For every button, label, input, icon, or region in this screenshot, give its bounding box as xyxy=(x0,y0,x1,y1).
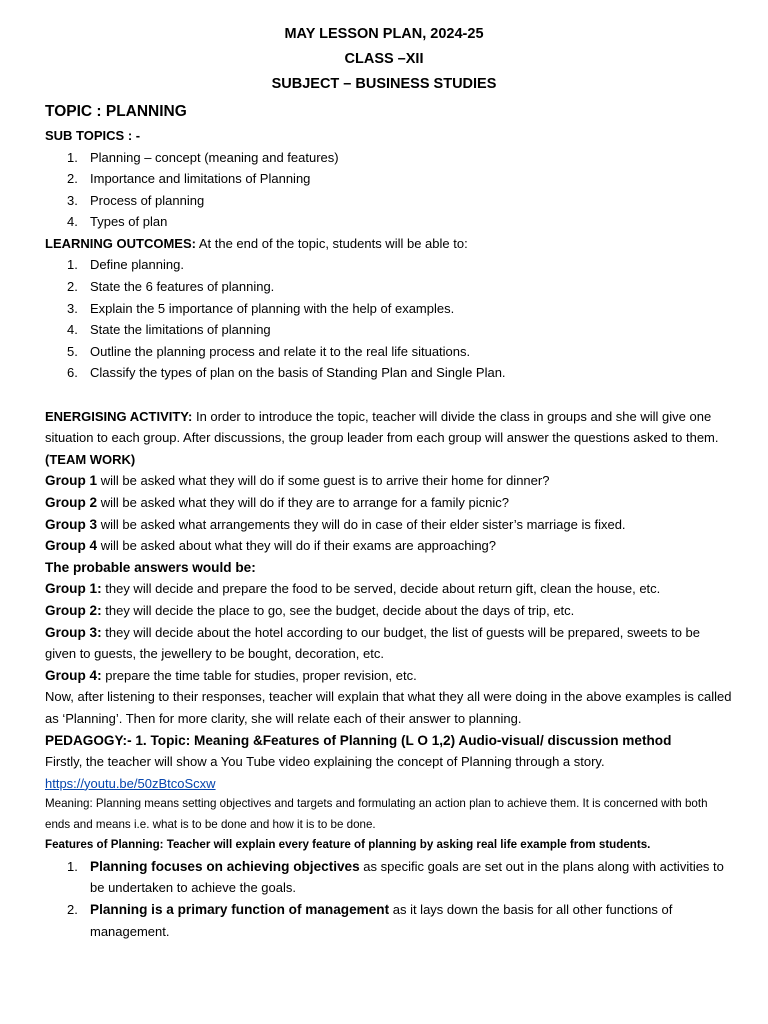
group-question xyxy=(45,535,732,557)
group-question xyxy=(45,470,732,492)
learning-outcomes-list xyxy=(45,254,732,384)
group-answer-text: they will decide the place to go, see the budget, decide about the days of trip, etc. xyxy=(101,602,575,618)
title-class: CLASS –XII xyxy=(344,51,424,67)
group-answer xyxy=(45,622,732,665)
group-answer-text: they will decide and prepare the food to be served, decide about return gift, clean the house, etc. xyxy=(101,581,661,597)
team-work-tag: (TEAM WORK) xyxy=(45,451,136,467)
group-answer xyxy=(45,578,732,600)
features-label: Features of Planning: Teacher will explain every feature of planning by asking real life example from students. xyxy=(45,838,651,852)
list-item: 4. Types of plan xyxy=(67,214,168,230)
list-item: 3. Explain the 5 importance of planning with the help of examples. xyxy=(67,300,455,316)
list-item-text: Planning – concept (meaning and features) xyxy=(90,149,339,165)
list-item-text: Importance and limitations of Planning xyxy=(90,171,311,187)
list-item: 3. Process of planning xyxy=(67,192,205,208)
group-question xyxy=(45,514,732,536)
group-label: Group 3: xyxy=(45,624,102,640)
subtopics-list xyxy=(45,147,732,233)
probable-answers-label: The probable answers would be: xyxy=(45,559,256,575)
feature-text: as it lays down the basis for all other functions of management. xyxy=(90,902,673,939)
list-item: 2. State the 6 features of planning. xyxy=(67,279,275,295)
list-item-text: Process of planning xyxy=(90,192,205,208)
video-link[interactable]: https://youtu.be/50zBtcoScxw xyxy=(45,775,216,791)
group-text: will be asked what they will do if some guest is to arrive their home for dinner? xyxy=(97,473,550,489)
document-body xyxy=(0,98,768,942)
video-link-line xyxy=(45,773,732,795)
group-label: Group 4 xyxy=(45,538,98,554)
list-item: 1. Planning – concept (meaning and features) xyxy=(67,149,339,165)
list-item: 5. Outline the planning process and relate it to the real life situations. xyxy=(67,343,471,359)
video-description: Firstly, the teacher will show a You Tube video explaining the concept of Planning through a story. xyxy=(45,754,605,770)
subtopics-label: SUB TOPICS : - xyxy=(45,128,141,143)
list-item: 1. Define planning. xyxy=(67,257,184,273)
group-text: will be asked about what they will do if their exams are approaching? xyxy=(97,538,497,554)
feature-title: Planning focuses on achieving objectives xyxy=(90,858,360,874)
list-item-text: Explain the 5 importance of planning with the help of examples. xyxy=(90,300,455,316)
learning-outcomes-text: At the end of the topic, students will be able to: xyxy=(195,235,468,251)
title-subject: SUBJECT – BUSINESS STUDIES xyxy=(271,76,497,92)
list-item-text: Outline the planning process and relate it to the real life situations. xyxy=(90,343,471,359)
list-item: 6. Classify the types of plan on the basis of Standing Plan and Single Plan. xyxy=(67,365,506,381)
features-list xyxy=(45,856,732,942)
list-item: 4. State the limitations of planning xyxy=(67,322,271,338)
group-answer-text: they will decide about the hotel according to our budget, the list of guests will be prepared, sweets to be given to guests, the jewellery to be bought, decoration, etc. xyxy=(45,624,701,662)
learning-outcomes-label: LEARNING OUTCOMES: xyxy=(45,235,196,251)
features-heading xyxy=(45,835,732,856)
energising-activity xyxy=(45,406,732,471)
group-answer-text: prepare the time table for studies, proper revision, etc. xyxy=(101,667,417,683)
probable-answers-heading xyxy=(45,557,732,579)
group-answer xyxy=(45,665,732,687)
group-label: Group 4: xyxy=(45,667,102,683)
conclusion-paragraph: Now, after listening to their responses, teacher will explain that what they all were doing in the above examples is called as ‘Planning’. Then for more clarity, she will relate each of their answer to planning. xyxy=(45,689,732,726)
list-item-text: Classify the types of plan on the basis of Standing Plan and Single Plan. xyxy=(90,365,506,381)
group-label: Group 3 xyxy=(45,516,98,532)
group-label: Group 1: xyxy=(45,581,102,597)
group-answer xyxy=(45,600,732,622)
learning-outcomes-intro xyxy=(45,233,732,255)
feature-title: Planning is a primary function of management xyxy=(90,902,390,917)
list-item-text: State the 6 features of planning. xyxy=(90,279,275,295)
topic-heading: TOPIC : PLANNING xyxy=(45,103,187,120)
group-question xyxy=(45,492,732,514)
group-text: will be asked what they will do if they are to arrange for a family picnic? xyxy=(97,495,509,510)
spacer xyxy=(45,384,732,406)
list-item: 2. Importance and limitations of Planning xyxy=(67,171,311,187)
feature-text: as specific goals are set out in the plans along with activities to be undertaken to achieve the goals. xyxy=(90,858,724,896)
list-item: 2. Planning is a primary function of management as it lays down the basis for all other functions of management. xyxy=(67,902,673,939)
meaning-paragraph: Meaning: Planning means setting objectives and targets and formulating an action plan to achieve them. It is concerned with both ends and means i.e. what is to be done and how it is to be done. xyxy=(45,797,708,831)
group-label: Group 2 xyxy=(45,495,98,510)
list-item: 1. Planning focuses on achieving objectives as specific goals are set out in the plans along with activities to be undertaken to achieve the goals. xyxy=(67,858,724,896)
pedagogy-heading xyxy=(45,730,732,752)
group-label: Group 1 xyxy=(45,473,98,489)
group-text: will be asked what arrangements they will do in case of their elder sister’s marriage is fixed. xyxy=(97,516,626,532)
title-lesson-plan: MAY LESSON PLAN, 2024-25 xyxy=(284,26,484,42)
group-label: Group 2: xyxy=(45,602,102,618)
list-item-text: Define planning. xyxy=(90,257,184,273)
energising-label: ENERGISING ACTIVITY: xyxy=(45,408,193,424)
energising-text: In order to introduce the topic, teacher will divide the class in groups and she will give one situation to each group. After discussions, the group leader from each group will answer the questions asked to them. xyxy=(45,408,719,446)
pedagogy-label: PEDAGOGY:- 1. Topic: Meaning &Features of Planning (L O 1,2) Audio-visual/ discussion method xyxy=(45,732,672,748)
list-item-text: State the limitations of planning xyxy=(90,322,271,338)
list-item-text: Types of plan xyxy=(90,214,168,230)
